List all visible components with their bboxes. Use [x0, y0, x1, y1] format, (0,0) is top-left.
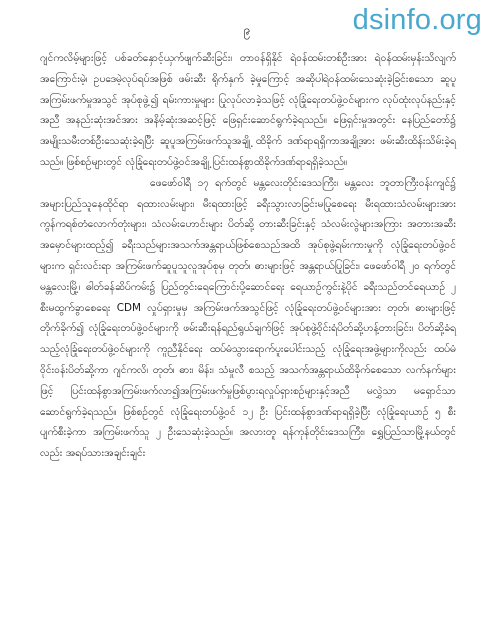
document-body [40, 48, 456, 464]
site-watermark: dsinfo.org [352, 4, 482, 36]
page-number: ၉ [243, 23, 251, 37]
paragraph-2: ဖေဖော်ဝါရီ ၁၇ ရက်တွင် မန္တလေးတိုင်းဒေသကြီး၊ မန္တလေး ဘူတာကြီးဝန်းကျင်၌ အများပြည်သူနေထိုင်ရာ ရထားလမ်းများ၊ မီးရထားဖြင့် ခရီးသွားလာခြင်းမပြုစေရေး မီးရထားသံလမ်းများအား ကွန်ကရစ်တံလောက်တုံးများ၊ သံလမ်းဟောင်းများ ပိတ်ဆို့ တားဆီးခြင်းနှင့် သံလမ်းလွဲများအကြား အတားအဆီးအမှောင်များထည့်၍ ခရီးသည်များအသက်အန္တရာယ်ဖြစ်စေသည်အထိ အုပ်စုဖွဲ့ရမ်းကားမှုကို လုံခြုံရေးတပ်ဖွဲ့ဝင်များက ရှင်းလင်းရာ အကြမ်းဖက်ဆူပူသူလူအုပ်စုမှ တုတ်၊ ဓားများဖြင့် အန္တရာယ်ပြုခြင်း၊ ဖေဖော်ဝါရီ ၂၀ ရက်တွင် မန္တလေးမြို့၊ ဓါတ်ခန်ဆိပ်ကမ်း၌ ပြည်တွင်းရေကြောင်းပို့ဆောင်ရေး ရေယာဉ်ကွင်းနဲ့ပိုင် ခရီးသည်တင်ရေယာဉ် ၂ စီးမထွက်ခွာစေရေး CDM လှုပ်ရှားမှုမှ အကြမ်းဖက်အသွင်ဖြင့် လုံခြုံရေးတပ်ဖွဲ့ဝင်များအား တုတ်၊ ဓားများဖြင့် တိုက်ခိုက်၍ လုံခြုံရေးတပ်ဖွဲ့ဝင်များကို ဖမ်းဆီးရန်ရည်ရွယ်ချက်ဖြင့် အုပ်စုဖွဲ့ဝိုင်းရံပိတ်ဆို့ဟန့်တားခြင်း၊ ပိတ်ဆို့ခံရသည့်လုံခြုံရေးတပ်ဖွဲ့ဝင်များကို ကူညီနိုင်ရေး ထပ်မံသွားရောက်ပူးပေါင်းသည့် လုံခြုံရေးအဖွဲ့များကိုလည်း ထပ်မံဝိုင်းဝန်းပိတ်ဆို့ကာ ဂျင်ကလိ၊ တုတ်၊ ဓား၊ မိန်း၊ သံမှုလီ စသည့် အသက်အန္တရာယ်ထိခိုက်စေသော လက်နက်များဖြင့် ပြင်းထန်စွာအကြမ်းဖက်လာ၍အကြမ်းဖက်မှုဖြစ်ပွားရလှုပ်ရှားစဉ်များနှင့်အညီ မလွှဲသာ မရှောင်သာ ဆောင်ရွက်ခဲ့ရသည်။ ဖြစ်စဉ်တွင် လုံခြုံရေးတပ်ဖွဲ့ဝင် ၁၂ ဦး ပြင်းထန်စွာဒဏ်ရာရရှိခဲ့ပြီး လုံခြုံရေးယာဉ် ၅ စီးပျက်စီးခဲ့ကာ အကြမ်းဖက်သူ ၂ ဦးသေဆုံးခဲ့သည်။ အလားတူ ရန်ကုန်တိုင်းဒေသကြီး၊ ရွှေပြည်သာမြို့နယ်တွင်လည်း အရပ်သားအချင်းချင်း [40, 176, 456, 460]
paragraph-1: ဂျင်ကလိမ့်များဖြင့် ပစ်ခတ်နှောင့်ယှက်ဖျက်ဆီးခြင်း၊ တာဝန်ရှိနိုင် ရဲဝန်ထမ်းတစ်ဦးအား ရဲဝန်ထမ်းမှန်းသိလျက် အကြောင်းမဲ့၊ ဥပဒေမဲ့လုပ်ရပ်အဖြစ် ဖမ်းဆီး ရိုက်နှက် ခဲ့မှုကြောင့် အဆိုပါရဲဝန်ထမ်းသေဆုံးခဲ့ခြင်းစသော ဆူပူအကြမ်းဖက်မှုအသွင် အုပ်စုဖွဲ့၍ ရမ်းကားမှုများ ပြုလုပ်လာခဲ့သဖြင့် လုံခြုံရေးတပ်ဖွဲ့ဝင်များက လုပ်ထုံးလုပ်နည်းနှင့်အညီ အနည်းဆုံးအင်အား အနိမ့်ဆုံးအဆင့်ဖြင့် ဖြေရှင်းဆောင်ရွက်ခဲ့ရသည်။ ဖြေရှင်းမှုအတွင်း နေပြည်တော်၌ အမျိုးသမီးတစ်ဦးသေဆုံးခဲ့ရပြီး ဆူပူအကြမ်းဖက်သူအချို့ ထိခိုက် ဒဏ်ရာရရှိကာအချို့အား ဖမ်းဆီးထိန်းသိမ်းခဲ့ရသည်။ ဖြစ်စဉ်များတွင် လုံခြုံရေးတပ်ဖွဲ့ဝင်အချို့ ပြင်းထန်စွာထိခိုက်ဒဏ်ရာရရှိခဲ့သည်။ [40, 52, 456, 168]
